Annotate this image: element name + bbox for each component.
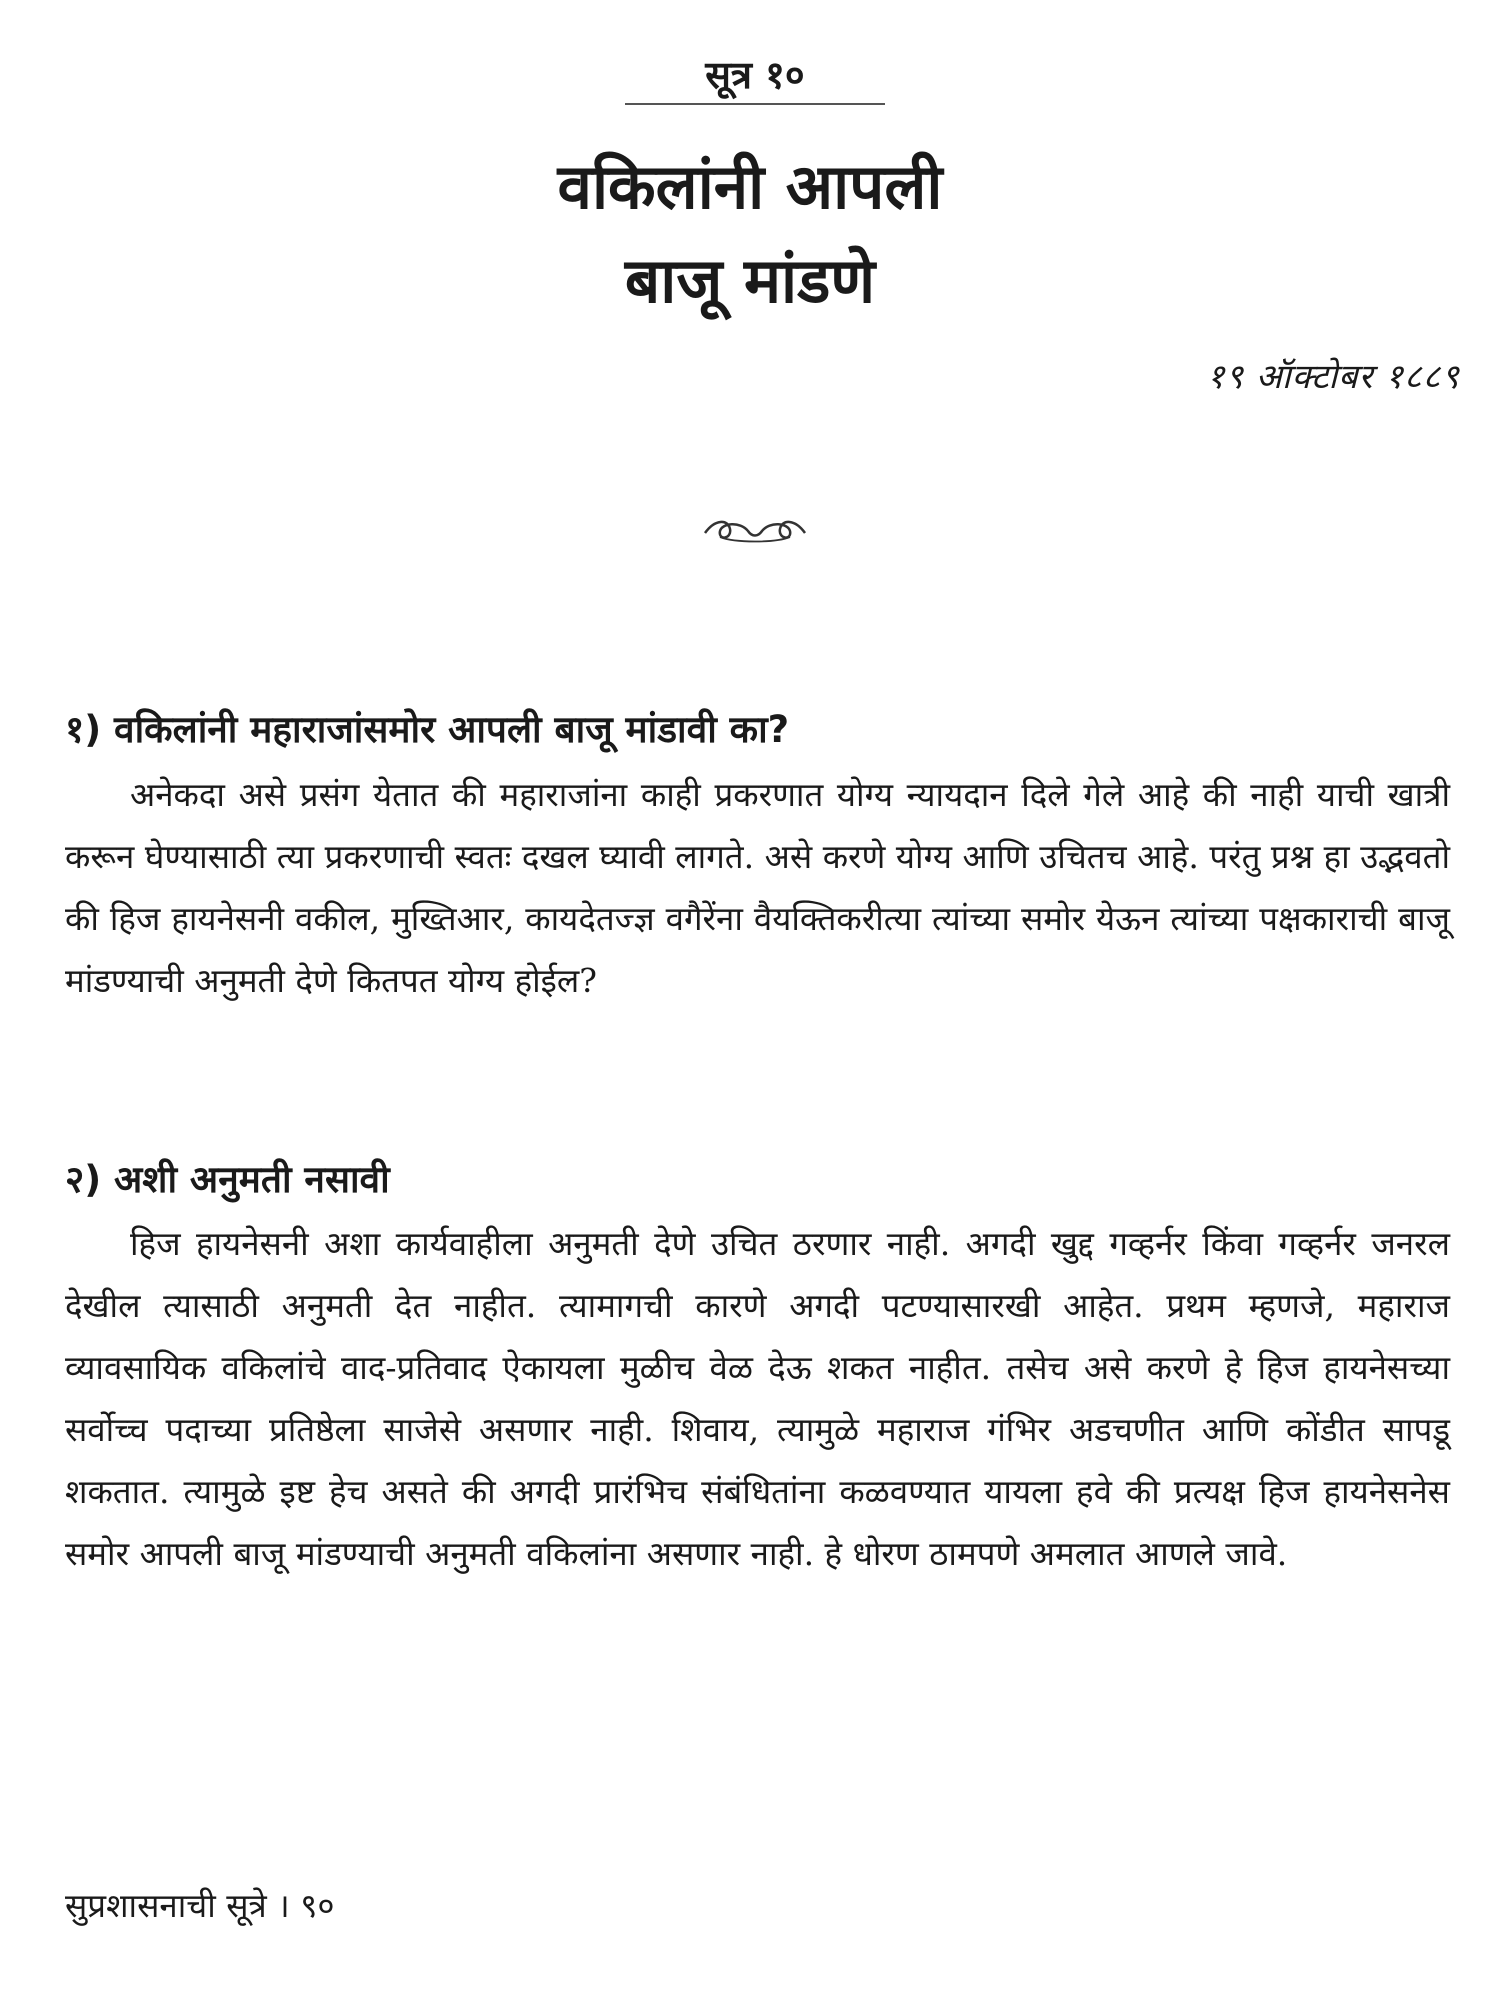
chapter-title-line-2: बाजू मांडणे <box>624 244 876 317</box>
ornament-icon <box>700 515 810 545</box>
sutra-number: सूत्र १० <box>705 52 805 97</box>
section-2-body: हिज हायनेसनी अशा कार्यवाहीला अनुमती देणे उचित ठरणार नाही. अगदी खुद्द गव्हर्नर किंवा गव्हर्नर जनरल देखील त्यासाठी अनुमती देत नाहीत. त्यामागची कारणे अगदी पटण्यासारखी आहेत. प्रथम म्हणजे, महाराज व्यावसायिक वकिलांचे वाद-प्रतिवाद ऐकायला मुळीच वेळ देऊ शकत नाहीत. तसेच असे करणे हे हिज हायनेसच्या सर्वोच्च पदाच्या प्रतिष्ठेला साजेसे असणार नाही. शिवाय, त्यामुळे महाराज गंभिर अडचणीत आणि कोंडीत सापडू शकतात. त्यामुळे इष्ट हेच असते की अगदी प्रारंभिच संबंधितांना कळवण्यात यायला हवे की प्रत्यक्ष हिज हायनेसनेस समोर आपली बाजू मांडण्याची अनुमती वकिलांना असणार नाही. हे धोरण ठामपणे अमलात आणले जावे. <box>65 1224 1450 1573</box>
page-footer: सुप्रशासनाची सूत्रे । ९० <box>65 1886 335 1925</box>
chapter-title <box>300 140 1200 328</box>
section-1-heading: १) वकिलांनी महाराजांसमोर आपली बाजू मांडावी का? <box>65 708 790 751</box>
chapter-title-line-1: वकिलांनी आपली <box>557 150 943 223</box>
sutra-underline <box>625 103 885 105</box>
section-2-heading: २) अशी अनुमती नसावी <box>65 1158 390 1201</box>
section-1-body: अनेकदा असे प्रसंग येतात की महाराजांना काही प्रकरणात योग्य न्यायदान दिले गेले आहे की नाही याची खात्री करून घेण्यासाठी त्या प्रकरणाची स्वतः दखल घ्यावी लागते. असे करणे योग्य आणि उचितच आहे. परंतु प्रश्न हा उद्भवतो की हिज हायनेसनी वकील, मुख्तिआर, कायदेतज्ज्ञ वगैरेंना वैयक्तिकरीत्या त्यांच्या समोर येऊन त्यांच्या पक्षकाराची बाजू मांडण्याची अनुमती देणे कितपत योग्य होईल? <box>65 775 1450 1000</box>
document-date: १९ ऑक्टोबर १८८९ <box>1206 357 1460 397</box>
